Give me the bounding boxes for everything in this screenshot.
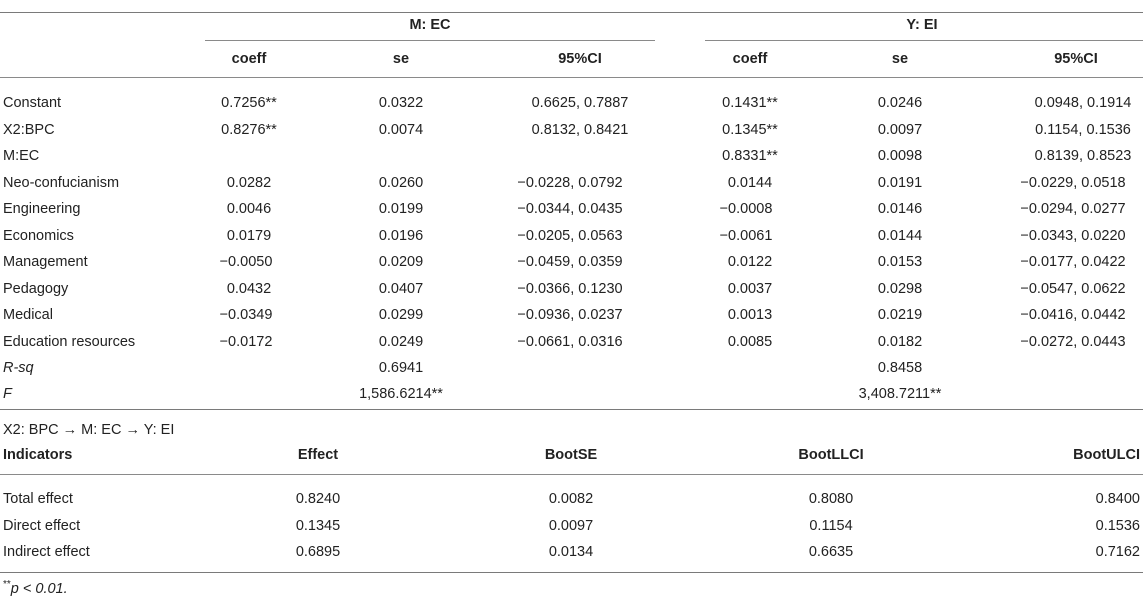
row-label: Pedagogy (3, 281, 69, 297)
m-se: 0.0299 (378, 307, 424, 323)
mediation-path-label: X2: BPC → M: EC → Y: EI (3, 422, 175, 438)
effects-header-bootulci: BootULCI (1073, 447, 1140, 463)
m-se: 0.0199 (378, 201, 424, 217)
col-header-y-coeff: coeff (732, 51, 768, 67)
y-ci: −0.0229, 0.0518 (1020, 175, 1126, 191)
group-header-y: Y: EI (906, 17, 938, 33)
group-header-m: M: EC (409, 17, 451, 33)
y-se: 0.0246 (877, 95, 923, 111)
y-coeff: 0.1345** (722, 122, 778, 138)
row-label: Neo-confucianism (3, 175, 120, 191)
col-header-m-coeff: coeff (231, 51, 267, 67)
m-ci: 0.8132, 0.8421 (531, 122, 629, 138)
table-bottom-rule (0, 572, 1143, 573)
m-se: 0.0196 (378, 228, 424, 244)
m-se: 0.0260 (378, 175, 424, 191)
m-coeff: 0.0046 (226, 201, 272, 217)
footnote (3, 580, 68, 598)
y-ci: −0.0547, 0.0622 (1020, 281, 1126, 297)
f-m-value: 1,586.6214** (359, 386, 443, 402)
row-label: Management (3, 254, 88, 270)
header-bottom-rule (0, 77, 1143, 78)
effect-bootllci: 0.6635 (808, 544, 854, 560)
y-coeff: 0.8331** (722, 148, 778, 164)
effect-value: 0.6895 (295, 544, 341, 560)
m-ci: −0.0661, 0.0316 (517, 334, 623, 350)
row-label: Engineering (3, 201, 81, 217)
m-coeff: −0.0050 (219, 254, 273, 270)
table-top-rule (0, 12, 1143, 13)
y-ci: −0.0177, 0.0422 (1020, 254, 1126, 270)
m-coeff: 0.0282 (226, 175, 272, 191)
y-ci: −0.0272, 0.0443 (1020, 334, 1126, 350)
m-group-underline (205, 40, 655, 41)
row-label: Education resources (3, 334, 136, 350)
footnote-stars: ** (3, 579, 11, 591)
effect-bootulci: 0.7162 (1095, 544, 1140, 560)
effect-bootllci: 0.8080 (808, 491, 854, 507)
y-ci: −0.0343, 0.0220 (1020, 228, 1126, 244)
y-coeff: 0.1431** (722, 95, 778, 111)
m-coeff: 0.8276** (221, 122, 277, 138)
m-coeff: 0.0432 (226, 281, 272, 297)
y-se: 0.0097 (877, 122, 923, 138)
m-se: 0.0209 (378, 254, 424, 270)
effect-value: 0.1345 (295, 518, 341, 534)
y-coeff: −0.0008 (719, 201, 773, 217)
rsq-label: R-sq (3, 360, 34, 376)
effects-header-bootse: BootSE (544, 447, 598, 463)
y-group-underline (705, 40, 1143, 41)
y-se: 0.0219 (877, 307, 923, 323)
y-ci: 0.1154, 0.1536 (1035, 122, 1131, 138)
row-label: X2:BPC (3, 122, 55, 138)
m-ci: −0.0936, 0.0237 (517, 307, 623, 323)
f-label: F (3, 386, 12, 402)
col-header-y-se: se (891, 51, 909, 67)
m-ci: −0.0228, 0.0792 (517, 175, 623, 191)
y-coeff: 0.0085 (727, 334, 773, 350)
effect-bootse: 0.0134 (548, 544, 594, 560)
effects-header-effect: Effect (297, 447, 339, 463)
col-header-y-ci: 95%CI (1054, 51, 1098, 67)
row-label: Medical (3, 307, 53, 323)
rsq-y-value: 0.8458 (877, 360, 923, 376)
row-label: M:EC (3, 148, 40, 164)
y-se: 0.0146 (877, 201, 923, 217)
rsq-m-value: 0.6941 (378, 360, 424, 376)
m-coeff: −0.0172 (219, 334, 273, 350)
m-ci: −0.0366, 0.1230 (517, 281, 623, 297)
m-coeff: 0.0179 (226, 228, 272, 244)
effect-label: Direct effect (3, 518, 81, 534)
y-coeff: 0.0144 (727, 175, 773, 191)
y-se: 0.0182 (877, 334, 923, 350)
y-ci: −0.0416, 0.0442 (1020, 307, 1126, 323)
m-ci: −0.0459, 0.0359 (517, 254, 623, 270)
y-ci: 0.0948, 0.1914 (1034, 95, 1132, 111)
effects-header-rule (0, 474, 1143, 475)
effect-label: Indirect effect (3, 544, 90, 560)
y-coeff: 0.0122 (727, 254, 773, 270)
effects-header-bootllci: BootLLCI (798, 447, 864, 463)
col-header-m-ci: 95%CI (558, 51, 602, 67)
m-se: 0.0074 (378, 122, 424, 138)
y-se: 0.0098 (877, 148, 923, 164)
f-y-value: 3,408.7211** (858, 386, 942, 402)
col-header-m-se: se (392, 51, 410, 67)
row-label: Constant (3, 95, 62, 111)
row-label: Economics (3, 228, 74, 244)
effect-label: Total effect (3, 491, 73, 507)
effect-bootse: 0.0082 (548, 491, 594, 507)
effect-value: 0.8240 (295, 491, 341, 507)
effect-bootulci: 0.1536 (1095, 518, 1140, 534)
effect-bootse: 0.0097 (548, 518, 594, 534)
coefficients-bottom-rule (0, 409, 1143, 410)
y-coeff: 0.0013 (727, 307, 773, 323)
effect-bootllci: 0.1154 (809, 518, 853, 534)
y-se: 0.0191 (877, 175, 923, 191)
y-coeff: 0.0037 (727, 281, 773, 297)
effects-header-indicators: Indicators (3, 447, 73, 463)
m-ci: −0.0344, 0.0435 (517, 201, 623, 217)
footnote-text: p < 0.01. (10, 581, 68, 597)
m-se: 0.0249 (378, 334, 424, 350)
y-se: 0.0144 (877, 228, 923, 244)
y-se: 0.0298 (877, 281, 923, 297)
y-ci: 0.8139, 0.8523 (1034, 148, 1132, 164)
m-se: 0.0322 (378, 95, 424, 111)
m-coeff: −0.0349 (219, 307, 273, 323)
m-se: 0.0407 (378, 281, 424, 297)
m-coeff: 0.7256** (221, 95, 277, 111)
m-ci: 0.6625, 0.7887 (531, 95, 629, 111)
y-se: 0.0153 (877, 254, 923, 270)
m-ci: −0.0205, 0.0563 (517, 228, 623, 244)
effect-bootulci: 0.8400 (1095, 491, 1140, 507)
y-ci: −0.0294, 0.0277 (1020, 201, 1126, 217)
y-coeff: −0.0061 (719, 228, 773, 244)
